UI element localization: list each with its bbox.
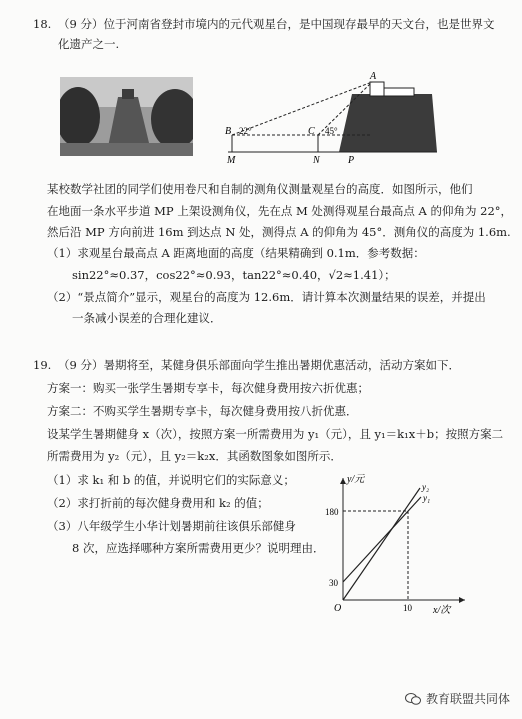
q18-part2: （2）“景点简介”显示，观星台的高度为 12.6m．请计算本次测量结果的误差，并提出	[47, 290, 486, 304]
angle-45: 45°	[325, 126, 338, 136]
q19-part3-cont: 8 次，应选择哪种方案所需费用更少？说明理由．	[72, 541, 325, 555]
graph-ylabel: y/元	[347, 474, 365, 485]
q19-setup1: 设某学生暑期健身 x（次），按照方案一所需费用为 y₁（元），且 y₁＝k₁x＋b；按照方案二	[47, 427, 504, 441]
observatory-photo	[60, 77, 193, 156]
q18-part1: （1）求观星台最高点 A 距离地面的高度（结果精确到 0.1m．参考数据：	[47, 246, 425, 260]
angle-22: 22°	[239, 126, 252, 136]
q19-part2: （2）求打折前的每次健身费用和 k₂ 的值；	[47, 496, 269, 510]
point-A: A	[370, 71, 377, 82]
q19-setup2: 所需费用为 y₂（元），且 y₂＝k₂x．其函数图象如图所示．	[47, 449, 342, 463]
point-N: N	[313, 155, 320, 165]
graph-xlabel: x/次	[433, 605, 451, 616]
q19-part1: （1）求 k₁ 和 b 的值，并说明它们的实际意义；	[47, 473, 295, 487]
watermark	[405, 690, 510, 707]
q19-intro: （9 分）暑期将至，某健身俱乐部面向学生推出暑期优惠活动，活动方案如下．	[58, 358, 460, 372]
q18-body-line2: 在地面一条水平步道 MP 上架设测角仪，先在点 M 处测得观星台最高点 A 的仰角为 22°，	[47, 204, 513, 218]
q18-body-line1: 某校数学社团的同学们使用卷尺和自制的测角仪测量观星台的高度．如图所示，他们	[47, 182, 473, 196]
q18-number: 18.	[33, 17, 52, 31]
q18-body-line3: 然后沿 MP 方向前进 16m 到达点 N 处，测得点 A 的仰角为 45°．测角仪的高度为 1.6m.	[47, 225, 511, 239]
point-M: M	[227, 155, 236, 165]
watermark-text: 教育联盟共同体	[425, 692, 510, 706]
point-P: P	[348, 155, 355, 165]
q19-graph	[325, 470, 475, 620]
point-C: C	[308, 126, 315, 137]
q19-plan2: 方案二：不购买学生暑期专享卡，每次健身费用按八折优惠．	[47, 404, 358, 418]
graph-origin: O	[334, 603, 342, 614]
tower-shape	[339, 94, 437, 152]
q18-part2-cont: 一条减小误差的合理化建议．	[72, 311, 222, 325]
point-B: B	[225, 126, 232, 137]
q18-reference-data: sin22°≈0.37，cos22°≈0.93，tan22°≈0.40，√2≈1.41）；	[72, 268, 396, 282]
wechat-icon	[405, 693, 421, 705]
label-y2: y₂	[422, 482, 430, 492]
graph-tick-180: 180	[325, 507, 339, 517]
q19-part3: （3）八年级学生小华计划暑期前往该俱乐部健身	[47, 519, 296, 533]
graph-tick-30: 30	[329, 578, 338, 588]
q19-number: 19.	[33, 358, 52, 372]
q18-intro-line2: 化遗产之一.	[58, 37, 120, 51]
q19-plan1: 方案一：购买一张学生暑期专享卡，每次健身费用按六折优惠；	[47, 381, 369, 395]
label-y1: y₁	[423, 493, 431, 503]
line-y1	[343, 497, 421, 582]
graph-tick-10: 10	[403, 603, 412, 613]
q18-diagram	[222, 70, 444, 165]
q18-intro-line1: （9 分）位于河南省登封市境内的元代观星台，是中国现存最早的天文台，也是世界文	[58, 17, 495, 31]
